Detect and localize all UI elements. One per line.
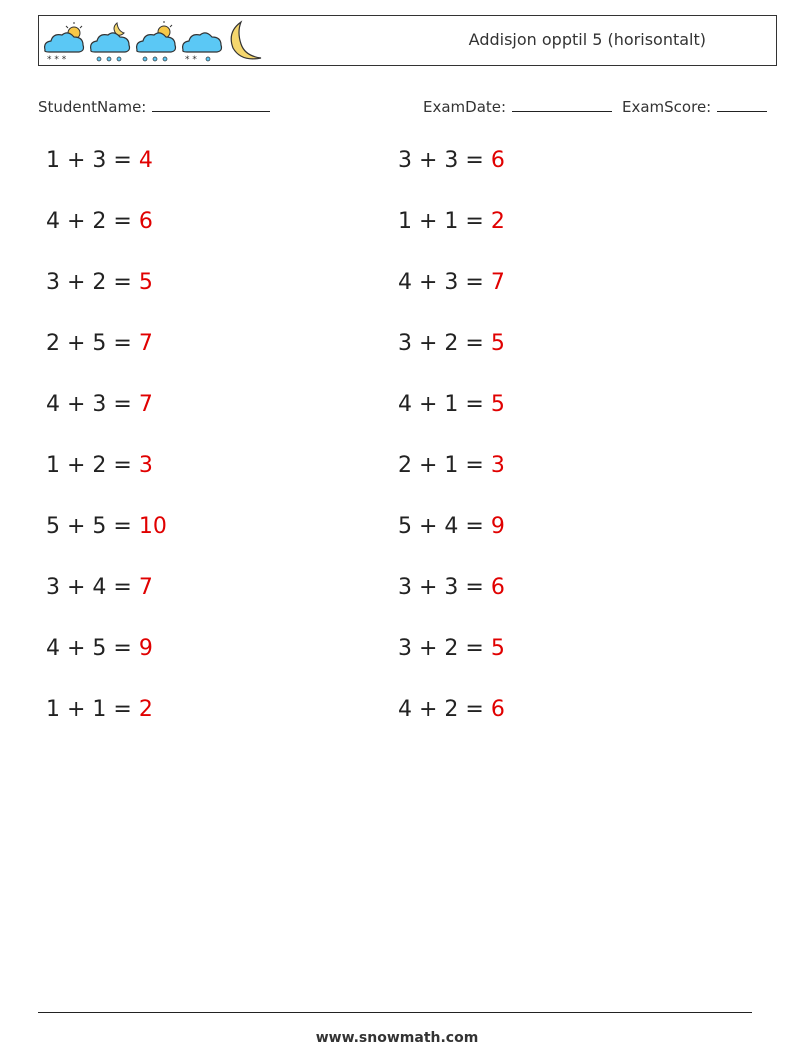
problem-9: [46, 392, 153, 417]
problem-7: [46, 331, 153, 356]
problem-question: 3 + 3 =: [398, 575, 484, 600]
footer-url[interactable]: www.snowmath.com: [315, 1030, 479, 1046]
problem-answer: 7: [138, 392, 153, 417]
weather-icons: [41, 18, 271, 65]
problem-question: 3 + 2 =: [398, 331, 484, 356]
problem-question: 4 + 1 =: [398, 392, 484, 417]
problem-10: [398, 392, 505, 417]
problem-19: [46, 697, 153, 722]
exam-date-field: [423, 95, 612, 116]
problem-question: 4 + 5 =: [46, 636, 132, 661]
problem-answer: 6: [490, 148, 505, 173]
problem-3: [46, 209, 153, 234]
problem-question: 3 + 2 =: [46, 270, 132, 295]
exam-score-label: ExamScore:: [622, 98, 712, 116]
problem-20: [398, 697, 505, 722]
problem-answer: 6: [490, 575, 505, 600]
problem-question: 1 + 3 =: [46, 148, 132, 173]
footer-divider: [38, 1012, 752, 1013]
worksheet-header: [38, 15, 777, 66]
problem-question: 2 + 1 =: [398, 453, 484, 478]
problem-question: 1 + 2 =: [46, 453, 132, 478]
cloud-snow-icon: [183, 33, 222, 65]
problem-question: 3 + 2 =: [398, 636, 484, 661]
problem-question: 4 + 3 =: [398, 270, 484, 295]
problem-16: [398, 575, 505, 600]
svg-text:* * *: * * *: [47, 55, 67, 65]
problem-1: [46, 148, 153, 173]
problem-answer: 9: [490, 514, 505, 539]
student-name-label: StudentName:: [38, 98, 147, 116]
problem-8: [398, 331, 505, 356]
exam-score-field: [622, 95, 767, 116]
problem-answer: 6: [490, 697, 505, 722]
problem-question: 1 + 1 =: [398, 209, 484, 234]
problem-question: 2 + 5 =: [46, 331, 132, 356]
cloud-rain-moon-icon: [91, 23, 130, 61]
problem-answer: 3: [138, 453, 153, 478]
problem-question: 5 + 5 =: [46, 514, 132, 539]
problem-question: 1 + 1 =: [46, 697, 132, 722]
problem-answer: 6: [138, 209, 153, 234]
svg-text:* *: * *: [185, 55, 197, 65]
problem-question: 4 + 2 =: [398, 697, 484, 722]
exam-score-blank[interactable]: [717, 95, 767, 112]
student-name-field: [38, 95, 270, 116]
problem-14: [398, 514, 505, 539]
problem-12: [398, 453, 505, 478]
problem-answer: 5: [490, 636, 505, 661]
problem-answer: 10: [138, 514, 167, 539]
problem-11: [46, 453, 153, 478]
problem-13: [46, 514, 167, 539]
problem-answer: 2: [490, 209, 505, 234]
exam-date-label: ExamDate:: [423, 98, 507, 116]
problem-15: [46, 575, 153, 600]
student-name-blank[interactable]: [152, 95, 270, 112]
problem-answer: 4: [138, 148, 153, 173]
problem-answer: 3: [490, 453, 505, 478]
problem-question: 3 + 4 =: [46, 575, 132, 600]
cloud-snow-sun-icon: [45, 22, 84, 65]
problem-2: [398, 148, 505, 173]
problem-answer: 5: [138, 270, 153, 295]
problem-answer: 9: [138, 636, 153, 661]
problem-answer: 7: [138, 575, 153, 600]
exam-date-blank[interactable]: [512, 95, 612, 112]
cloud-rain-sun-icon: [137, 21, 176, 61]
problem-6: [398, 270, 505, 295]
moon-icon: [231, 22, 261, 59]
problem-question: 3 + 3 =: [398, 148, 484, 173]
problem-question: 4 + 2 =: [46, 209, 132, 234]
worksheet-title: Addisjon opptil 5 (horisontalt): [468, 30, 706, 49]
problem-answer: 2: [138, 697, 153, 722]
problem-5: [46, 270, 153, 295]
problem-question: 5 + 4 =: [398, 514, 484, 539]
problem-18: [398, 636, 505, 661]
problem-answer: 7: [490, 270, 505, 295]
problem-answer: 7: [138, 331, 153, 356]
problem-question: 4 + 3 =: [46, 392, 132, 417]
problem-17: [46, 636, 153, 661]
problem-answer: 5: [490, 392, 505, 417]
problem-4: [398, 209, 505, 234]
problem-answer: 5: [490, 331, 505, 356]
